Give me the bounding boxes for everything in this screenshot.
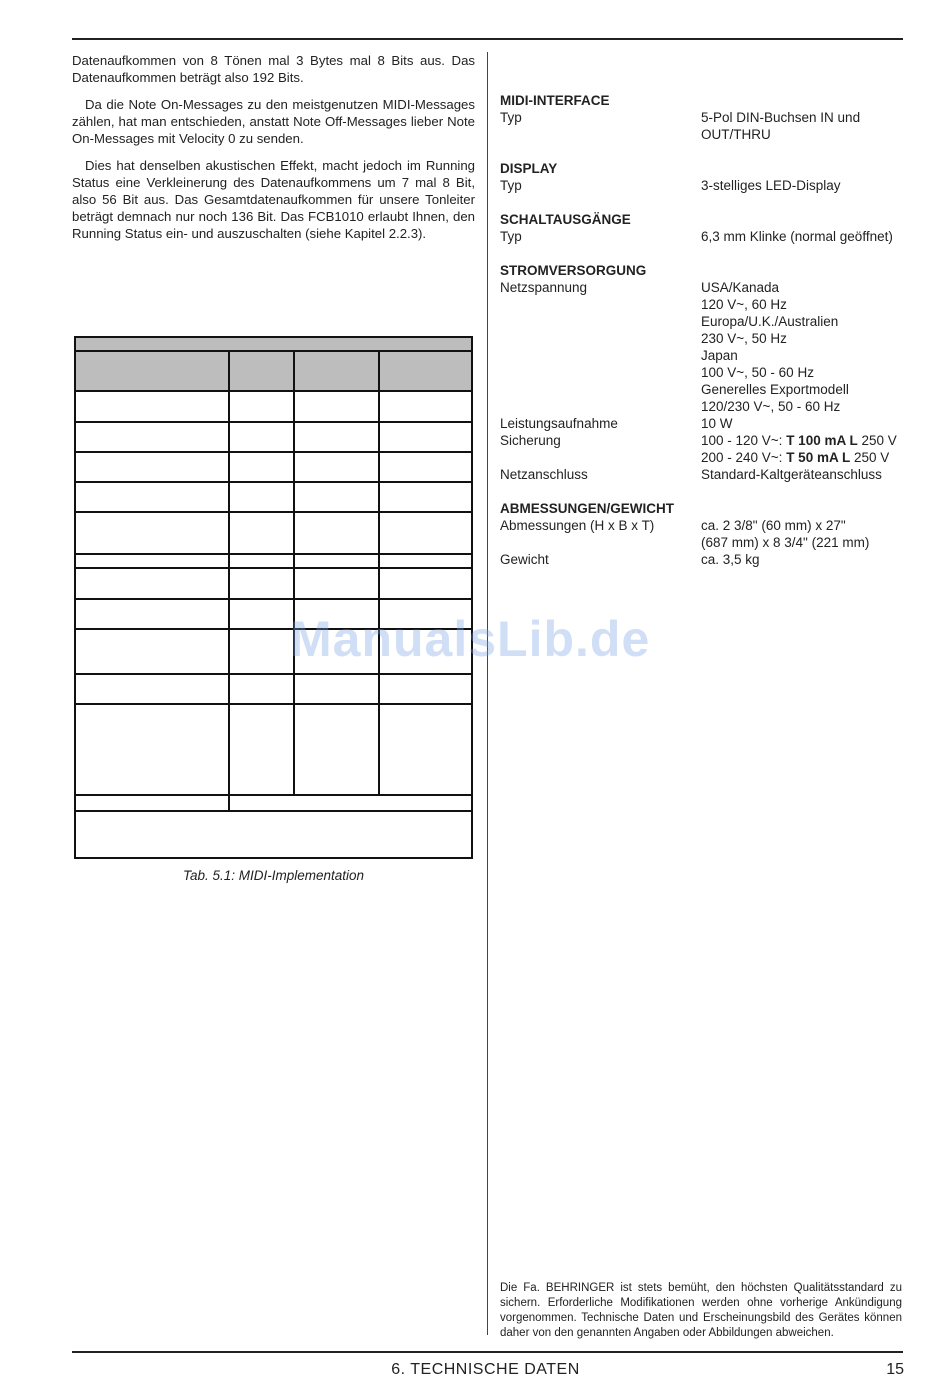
spec-label: Gewicht (500, 552, 549, 567)
spec-value: 120/230 V~, 50 - 60 Hz (701, 399, 841, 414)
spec-value: ca. 3,5 kg (701, 552, 760, 567)
midi-implementation-table (74, 336, 473, 859)
spec-value: 200 - 240 V~: T 50 mA L 250 V (701, 450, 890, 465)
page-number: 15 (886, 1361, 904, 1378)
spec-row (500, 517, 905, 551)
spec-label: Typ (500, 178, 522, 193)
bottom-rule (72, 1351, 903, 1353)
spec-label: Leistungsaufnahme (500, 416, 618, 431)
table-header-row (76, 352, 471, 390)
table-rule (76, 421, 471, 423)
table-caption: Tab. 5.1: MIDI-Implementation (182, 868, 365, 883)
spec-section-title: ABMESSUNGEN/GEWICHT (500, 501, 675, 516)
spec-section (500, 92, 905, 143)
spec-values (701, 177, 905, 194)
disclaimer: Die Fa. BEHRINGER ist stets bemüht, den höchsten Qualitätsstandard zu sichern. Erforderliche Modifikationen werden ohne vorherige Ankündigung vorgenommen. Technische Daten und Erscheinungsbild des Gerätes können daher von den genannten Angaben oder Abbildungen abweichen. (500, 1282, 902, 1339)
spec-value: OUT/THRU (701, 127, 771, 142)
table-rule (76, 810, 471, 812)
spec-value: 230 V~, 50 Hz (701, 331, 787, 346)
column-divider (487, 52, 488, 1335)
spec-row (500, 466, 905, 483)
paragraph-1: Datenaufkommen von 8 Tönen mal 3 Bytes mal 8 Bits aus. Das Datenaufkommen beträgt also 192 Bits. (72, 53, 475, 85)
spec-values (701, 466, 905, 483)
table-rule (76, 598, 471, 600)
spec-values (701, 432, 905, 466)
spec-value: 100 V~, 50 - 60 Hz (701, 365, 814, 380)
spec-values (701, 551, 905, 568)
spec-section (500, 262, 905, 483)
table-rule (76, 703, 471, 705)
spec-values (701, 517, 905, 551)
spec-value: 10 W (701, 416, 733, 431)
paragraph-2: Da die Note On-Messages zu den meistgenutzen MIDI-Messages zählen, hat man entschieden, anstatt Note Off-Messages lieber Note On-Messages mit Velocity 0 zu senden. (72, 97, 475, 146)
spec-value: 6,3 mm Klinke (normal geöffnet) (701, 229, 893, 244)
spec-values (701, 415, 905, 432)
spec-value: 100 - 120 V~: T 100 mA L 250 V (701, 433, 897, 448)
table-rule (76, 794, 471, 796)
spec-label: Sicherung (500, 433, 561, 448)
spec-values (701, 279, 905, 415)
spec-section (500, 500, 905, 568)
spec-value: 5-Pol DIN-Buchsen IN und (701, 110, 861, 125)
technical-specs (500, 92, 905, 585)
table-column-rule (228, 352, 230, 810)
spec-section-title: SCHALTAUSGÄNGE (500, 212, 631, 227)
spec-value: USA/Kanada (701, 280, 780, 295)
spec-value: Europa/U.K./Australien (701, 314, 839, 329)
spec-row (500, 228, 905, 245)
spec-label: Typ (500, 110, 522, 125)
spec-section-title: DISPLAY (500, 161, 558, 176)
top-rule (72, 38, 903, 40)
table-column-rule (378, 352, 380, 796)
spec-section-title: STROMVERSORGUNG (500, 263, 647, 278)
paragraph-3: Dies hat denselben akustischen Effekt, macht jedoch im Running Status eine Verkleinerung des Datenaufkommens um 7 mal 8 Bit, also 56 Bit aus. Das Gesamtdatenaufkommen für unsere Tonleiter beträgt demnach nur noch 136 Bit. Das FCB1010 erlaubt Ihnen, den Running Status ein- und auszuschalten (siehe Kapitel 2.2.3). (72, 158, 475, 241)
spec-label: Typ (500, 229, 522, 244)
spec-values (701, 228, 905, 245)
left-column-text (72, 52, 475, 252)
spec-label: Netzanschluss (500, 467, 588, 482)
table-rule (76, 567, 471, 569)
spec-row (500, 415, 905, 432)
spec-row (500, 551, 905, 568)
spec-section (500, 160, 905, 194)
spec-section (500, 211, 905, 245)
table-column-rule (293, 352, 295, 796)
table-rule (76, 451, 471, 453)
spec-value: Japan (701, 348, 738, 363)
table-rule (76, 553, 471, 555)
spec-label: Netzspannung (500, 280, 588, 295)
spec-value: Generelles Exportmodell (701, 382, 849, 397)
spec-values (701, 109, 905, 143)
spec-row (500, 177, 905, 194)
table-rule (76, 390, 471, 392)
spec-value: 120 V~, 60 Hz (701, 297, 787, 312)
spec-value: ca. 2 3/8" (60 mm) x 27" (701, 518, 846, 533)
spec-label: Abmessungen (H x B x T) (500, 518, 655, 533)
spec-row (500, 279, 905, 415)
watermark: ManualsLib.de (290, 611, 651, 667)
spec-row (500, 432, 905, 466)
table-rule (76, 511, 471, 513)
table-rule (76, 481, 471, 483)
table-rule (76, 673, 471, 675)
spec-value: Standard-Kaltgeräteanschluss (701, 467, 882, 482)
spec-value: (687 mm) x 8 3/4" (221 mm) (701, 535, 870, 550)
footer-chapter-title: 6. TECHNISCHE DATEN (391, 1361, 580, 1378)
spec-section-title: MIDI-INTERFACE (500, 93, 610, 108)
table-title-band (76, 338, 471, 352)
spec-row (500, 109, 905, 143)
spec-value: 3-stelliges LED-Display (701, 178, 841, 193)
